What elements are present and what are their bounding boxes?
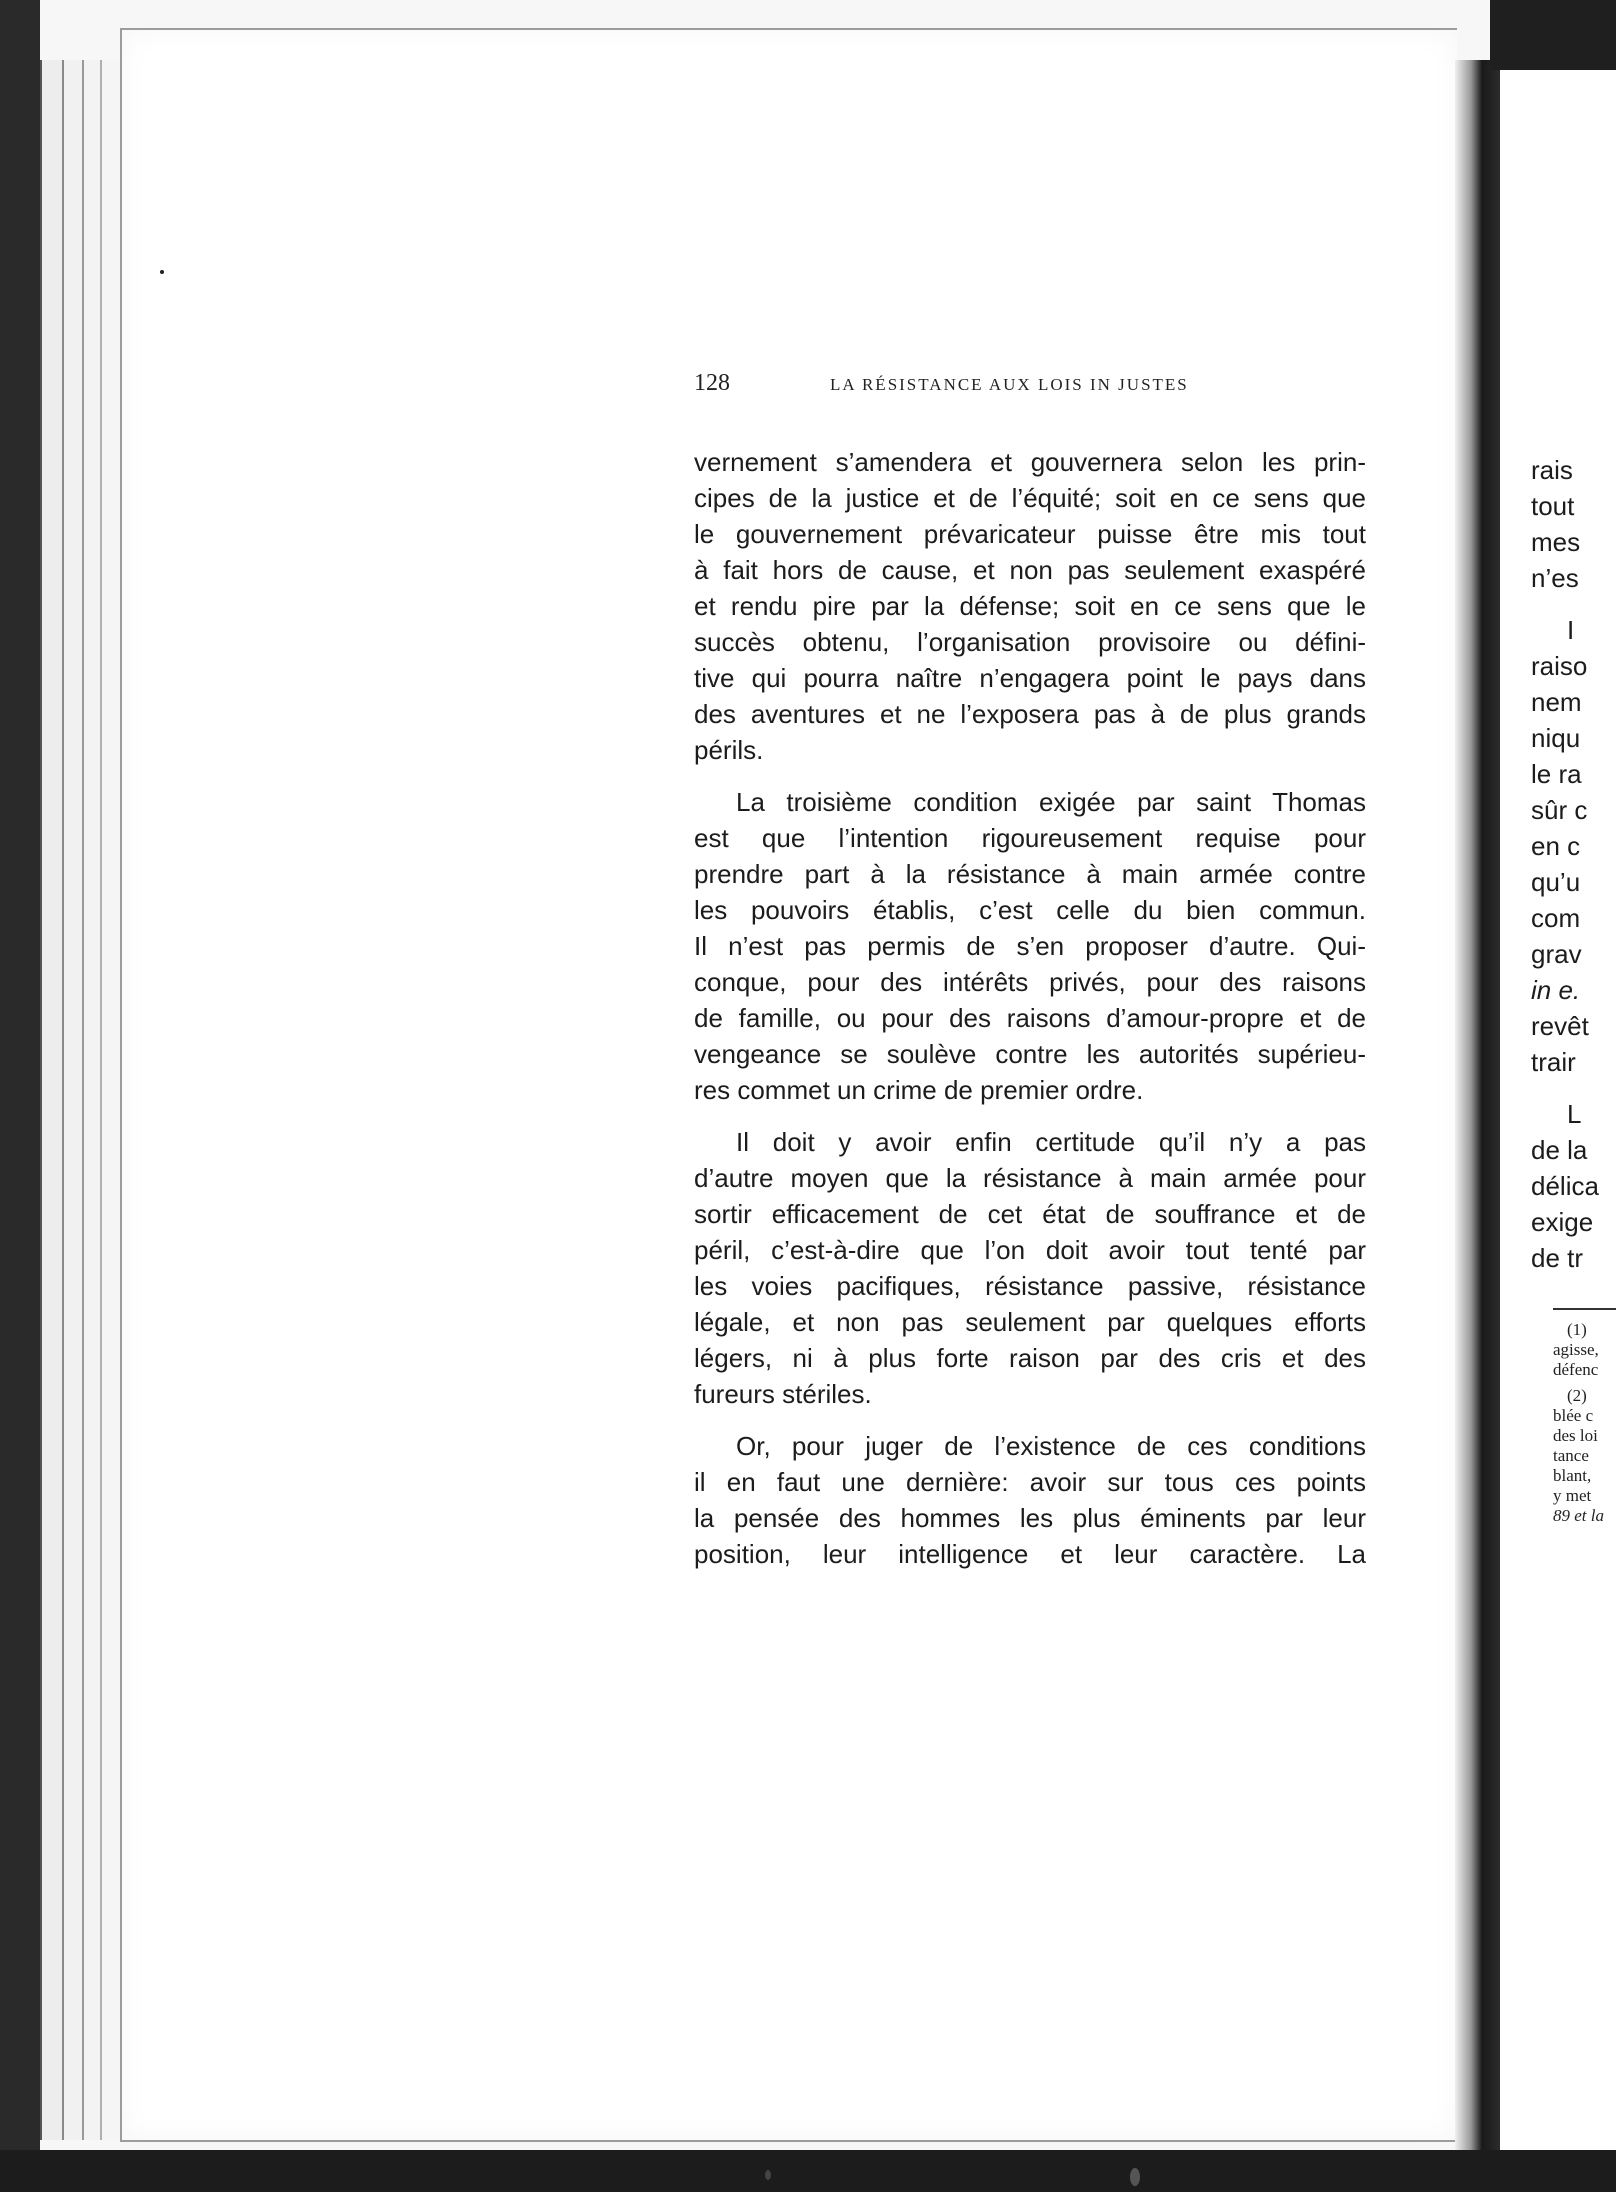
text-line: périls.: [694, 735, 764, 765]
text-line: la pensée des hommes les plus éminents par leur: [694, 1503, 1366, 1533]
text-line: res commet un crime de premier ordre.: [694, 1075, 1144, 1105]
text-line: Il doit y avoir enfin certitude qu’il n’y a pas: [736, 1127, 1366, 1157]
paragraph: [694, 784, 1366, 1108]
footnote-line: agisse,: [1553, 1340, 1599, 1359]
paragraph: [694, 1124, 1366, 1412]
text-line: en c: [1531, 831, 1581, 861]
footnote-line: blant,: [1553, 1466, 1592, 1485]
text-line: succès obtenu, l’organisation provisoire ou défini-: [694, 627, 1366, 657]
text-line: le gouvernement prévaricateur puisse être mis tout: [694, 519, 1366, 549]
footnote-line: y met: [1553, 1486, 1592, 1505]
text-line: conque, pour des intérêts privés, pour des raisons: [694, 967, 1366, 997]
right-page-text: [1531, 452, 1616, 1276]
text-line: grav: [1531, 939, 1582, 969]
text-line: niqu: [1531, 723, 1581, 753]
text-line: in e.: [1531, 975, 1581, 1005]
text-line: rais: [1531, 455, 1573, 485]
text-line: raiso: [1531, 651, 1588, 681]
text-line: tive qui pourra naître n’engagera point le pays dans: [694, 663, 1366, 693]
paragraph: [694, 444, 1366, 768]
text-line: et rendu pire par la défense; soit en ce sens que le: [694, 591, 1366, 621]
scan-border-top-right: [1490, 0, 1616, 70]
text-line: com: [1531, 903, 1581, 933]
text-line: nem: [1531, 687, 1582, 717]
text-line: délica: [1531, 1171, 1599, 1201]
text-line: de tr: [1531, 1243, 1584, 1273]
text-line: il en faut une dernière: avoir sur tous ces points: [694, 1467, 1366, 1497]
text-line: de famille, ou pour des raisons d’amour-propre et de: [694, 1003, 1366, 1033]
text-line: cipes de la justice et de l’équité; soit en ce sens que: [694, 483, 1366, 513]
running-title: LA RÉSISTANCE AUX LOIS IN JUSTES: [830, 375, 1189, 394]
text-line: vernement s’amendera et gouvernera selon les prin-: [694, 447, 1366, 477]
paragraph: [694, 1428, 1366, 1572]
text-line: mes: [1531, 527, 1581, 557]
text-line: trair: [1531, 1047, 1576, 1077]
footnote-line: des loi: [1553, 1426, 1598, 1445]
text-line: sortir efficacement de cet état de souffrance et de: [694, 1199, 1366, 1229]
text-line: légale, et non pas seulement par quelques efforts: [694, 1307, 1366, 1337]
text-line: position, leur intelligence et leur caractère. La: [694, 1539, 1366, 1569]
text-line: les voies pacifiques, résistance passive, résistance: [694, 1271, 1366, 1301]
text-line: qu’u: [1531, 867, 1581, 897]
footnote-line: (2): [1567, 1386, 1587, 1405]
scan-border-bottom: [0, 2150, 1616, 2192]
footnote-line: blée c: [1553, 1406, 1594, 1425]
text-line: L: [1567, 1099, 1582, 1129]
text-line: légers, ni à plus forte raison par des cris et des: [694, 1343, 1366, 1373]
footnote-rule: [1553, 1308, 1616, 1310]
book-gutter: [1455, 60, 1500, 2160]
text-line: tout: [1531, 491, 1575, 521]
dust-speck: [160, 270, 164, 274]
text-line: n’es: [1531, 563, 1579, 593]
body-text: [694, 444, 1366, 1572]
text-line: des aventures et ne l’exposera pas à de plus grands: [694, 699, 1366, 729]
text-line: d’autre moyen que la résistance à main armée pour: [694, 1163, 1366, 1193]
dust-speck: [765, 2170, 771, 2180]
text-line: à fait hors de cause, et non pas seulement exaspéré: [694, 555, 1366, 585]
dust-speck: [1130, 2168, 1140, 2186]
text-line: péril, c’est-à-dire que l’on doit avoir tout tenté par: [694, 1235, 1366, 1265]
text-line: sûr c: [1531, 795, 1588, 825]
text-line: de la: [1531, 1135, 1588, 1165]
text-line: vengeance se soulève contre les autorités supérieu-: [694, 1039, 1366, 1069]
footnotes: [1553, 1320, 1616, 1526]
text-line: fureurs stériles.: [694, 1379, 872, 1409]
footnote-line: défenc: [1553, 1360, 1599, 1379]
page-number: 128: [694, 370, 730, 396]
text-line: exige: [1531, 1207, 1594, 1237]
text-line: les pouvoirs établis, c’est celle du bien commun.: [694, 895, 1366, 925]
text-line: prendre part à la résistance à main armée contre: [694, 859, 1366, 889]
footnote-line: (1): [1567, 1320, 1587, 1339]
scan-border-left: [0, 0, 40, 2192]
running-head: [694, 370, 1334, 410]
text-line: est que l’intention rigoureusement requise pour: [694, 823, 1366, 853]
text-line: revêt: [1531, 1011, 1589, 1041]
footnote-line: 89 et la: [1553, 1506, 1604, 1525]
text-line: Il n’est pas permis de s’en proposer d’autre. Qui-: [694, 931, 1366, 961]
footnote-line: tance: [1553, 1446, 1589, 1465]
text-line: Or, pour juger de l’existence de ces conditions: [736, 1431, 1366, 1461]
text-line: I: [1567, 615, 1575, 645]
text-line: le ra: [1531, 759, 1582, 789]
text-line: La troisième condition exigée par saint Thomas: [736, 787, 1366, 817]
